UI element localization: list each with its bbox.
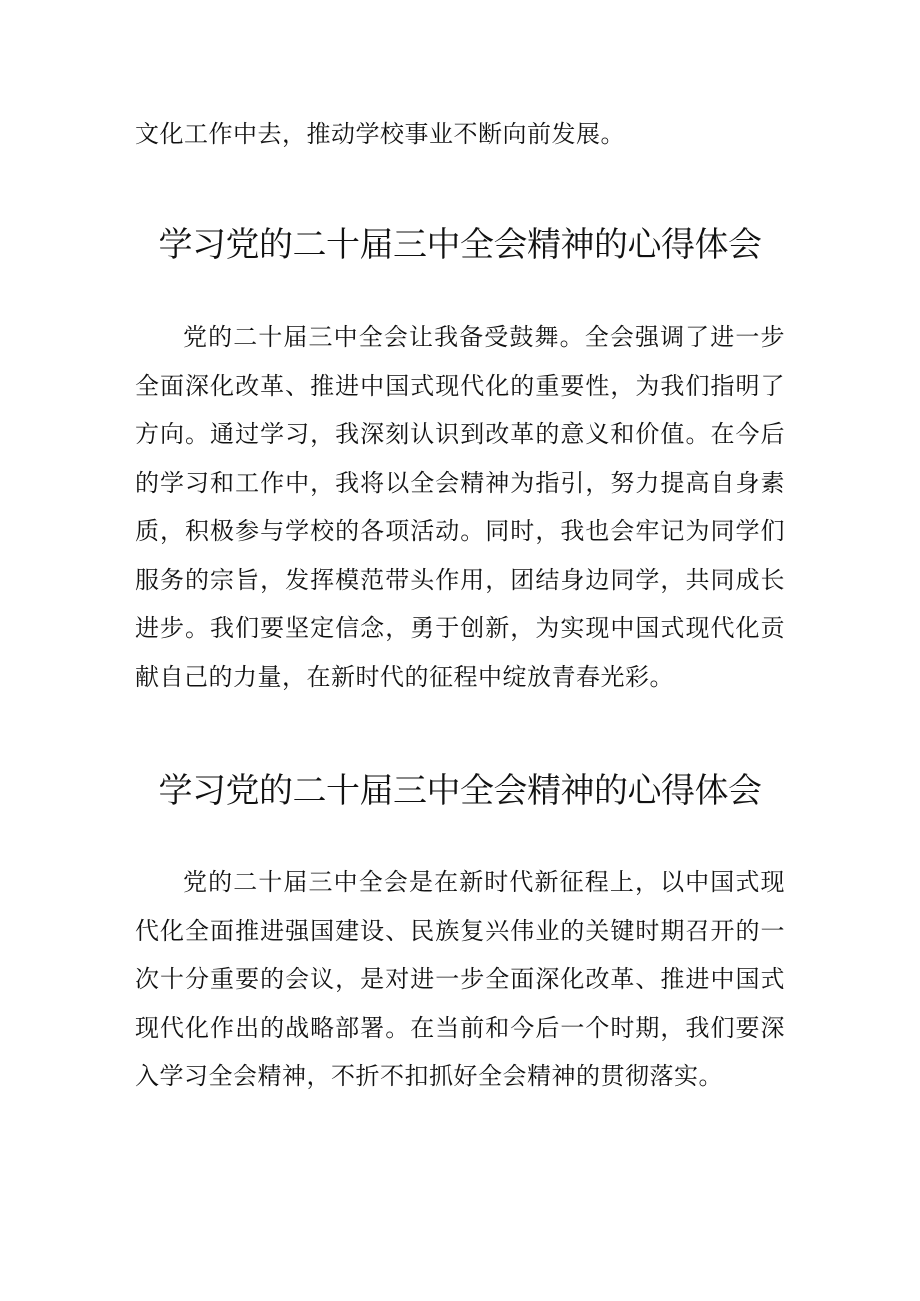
section-1-heading: 学习党的二十届三中全会精神的心得体会 [158,225,762,265]
continuation-paragraph: 文化工作中去，推动学校事业不断向前发展。 [135,120,625,148]
section-1-body: 党的二十届三中全会让我备受鼓舞。全会强调了进一步全面深化改革、推进中国式现代化的重要性，为我们指明了方向。通过学习，我深刻认识到改革的意义和价值。在今后的学习和工作中，我将以全会精神为指引，努力提高自身素质，积极参与学校的各项活动。同时，我也会牢记为同学们服务的宗旨，发挥模范带头作用，团结身边同学，共同成长进步。我们要坚定信念，勇于创新，为实现中国式现代化贡献自己的力量，在新时代的征程中绽放青春光彩。 [135,323,785,691]
section-2-body: 党的二十届三中全会是在新时代新征程上，以中国式现代化全面推进强国建设、民族复兴伟业的关键时期召开的一次十分重要的会议，是对进一步全面深化改革、推进中国式现代化作出的战略部署。在当前和今后一个时期，我们要深入学习全会精神，不折不扣抓好全会精神的贯彻落实。 [135,868,785,1090]
section-2-heading: 学习党的二十届三中全会精神的心得体会 [158,771,762,811]
